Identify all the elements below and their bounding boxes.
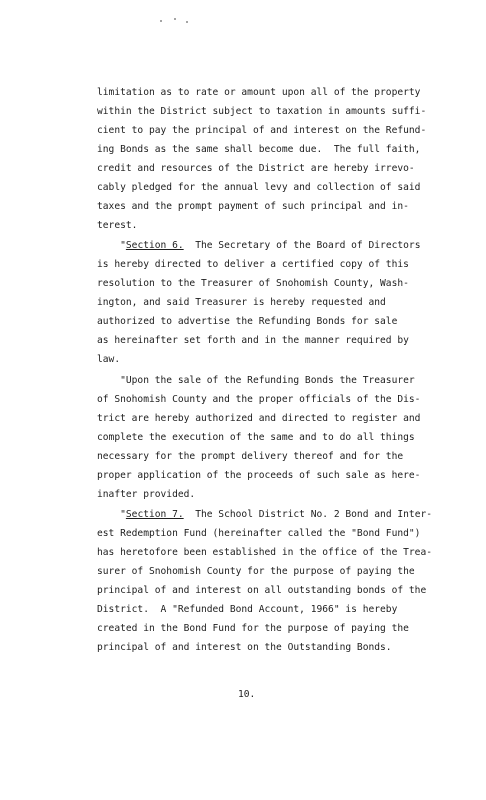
text-line-16: "Upon the sale of the Refunding Bonds the Treasurer [97, 375, 415, 386]
text-line-28: District. A "Refunded Bond Account, 1966" is hereby [97, 604, 398, 615]
section-7-quote: " [120, 509, 126, 520]
text-line-11: resolution to the Treasurer of Snohomish County, Wash- [97, 278, 409, 289]
text-line-24: est Redemption Fund (hereinafter called the "Bond Fund") [97, 528, 421, 539]
scan-speck-marks [160, 18, 190, 24]
text-line-18: trict are hereby authorized and directed to register and [97, 413, 421, 424]
indent [97, 509, 120, 520]
text-line-6: cably pledged for the annual levy and collection of said [97, 182, 421, 193]
text-line-7: taxes and the prompt payment of such principal and in- [97, 201, 409, 212]
section-6-text: The Secretary of the Board of Directors [183, 240, 421, 251]
text-line-13: authorized to advertise the Refunding Bonds for sale [97, 316, 398, 327]
section-6-line [97, 240, 420, 251]
text-line-12: ington, and said Treasurer is hereby requested and [97, 297, 386, 308]
text-line-3: cient to pay the principal of and interest on the Refund- [97, 125, 427, 136]
text-line-19: complete the execution of the same and to do all things [97, 432, 415, 443]
section-7-line [97, 509, 432, 520]
text-line-29: created in the Bond Fund for the purpose of paying the [97, 623, 409, 634]
text-line-14: as hereinafter set forth and in the manner required by [97, 335, 409, 346]
text-line-27: principal of and interest on all outstanding bonds of the [97, 585, 427, 596]
indent [97, 240, 120, 251]
text-line-22: inafter provided. [97, 489, 196, 500]
text-line-17: of Snohomish County and the proper officials of the Dis- [97, 394, 421, 405]
section-6-quote: " [120, 240, 126, 251]
text-line-5: credit and resources of the District are hereby irrevo- [97, 163, 415, 174]
text-line-20: necessary for the prompt delivery thereof and for the [97, 451, 404, 462]
text-line-30: principal of and interest on the Outstanding Bonds. [97, 642, 392, 653]
text-line-26: surer of Snohomish County for the purpose of paying the [97, 566, 415, 577]
text-line-21: proper application of the proceeds of such sale as here- [97, 470, 421, 481]
page-number: 10. [238, 689, 256, 700]
text-line-8: terest. [97, 220, 138, 231]
text-line-4: ing Bonds as the same shall become due. The full faith, [97, 144, 421, 155]
text-line-1: limitation as to rate or amount upon all of the property [97, 87, 421, 98]
text-line-10: is hereby directed to deliver a certified copy of this [97, 259, 409, 270]
text-line-2: within the District subject to taxation in amounts suffi- [97, 106, 427, 117]
text-line-25: has heretofore been established in the office of the Trea- [97, 547, 433, 558]
section-6-heading: Section 6. [125, 240, 184, 251]
section-7-text: The School District No. 2 Bond and Inter- [183, 509, 433, 520]
text-line-15: law. [97, 354, 121, 365]
section-7-heading: Section 7. [125, 509, 184, 520]
